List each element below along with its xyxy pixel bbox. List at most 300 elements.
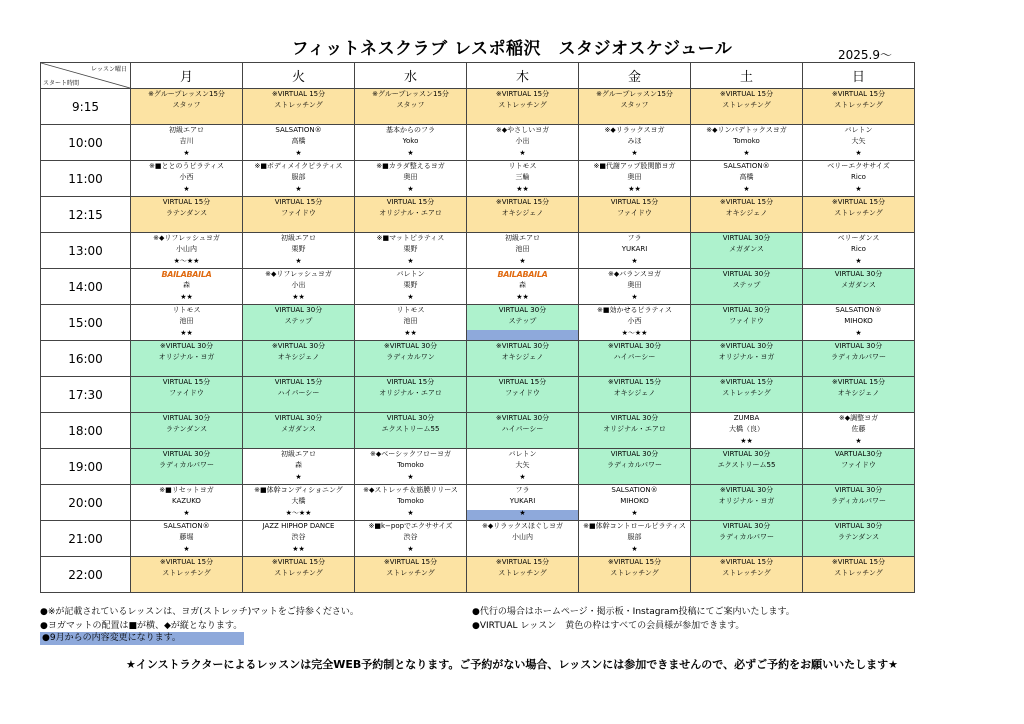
lesson-program: VIRTUAL 30分: [162, 450, 211, 458]
lesson-detail: Rico: [851, 173, 866, 181]
lesson-program: フラ: [515, 486, 530, 494]
lesson-detail: ファイドウ: [841, 461, 876, 469]
lesson-program: ※■効かせるピラティス: [597, 306, 672, 314]
lesson-cell: [355, 485, 467, 521]
lesson-detail: ストレッチング: [834, 101, 883, 109]
time-label: 19:00: [41, 449, 131, 485]
lesson-detail: ストレッチング: [722, 101, 771, 109]
lesson-cell: [467, 269, 579, 305]
lesson-program: ※VIRTUAL 30分: [495, 414, 550, 422]
time-label: 15:00: [41, 305, 131, 341]
lesson-program: ※VIRTUAL 15分: [719, 198, 774, 206]
bailabaila-logo: BAILABAILA: [161, 270, 212, 279]
lesson-detail: ファイドウ: [729, 317, 764, 325]
lesson-detail: 栗野: [403, 245, 418, 253]
lesson-cell: [131, 161, 243, 197]
lesson-program: VIRTUAL 30分: [386, 414, 435, 422]
lesson-cell: [355, 557, 467, 593]
time-label: 21:00: [41, 521, 131, 557]
lesson-detail: 高橋: [739, 173, 754, 181]
lesson-level: ★: [295, 257, 302, 265]
lesson-detail: ファイドウ: [169, 389, 204, 397]
lesson-program: フラ: [627, 234, 642, 242]
lesson-program: ※VIRTUAL 30分: [495, 342, 550, 350]
lesson-detail: ラテンダンス: [837, 533, 880, 541]
lesson-detail: 小山内: [512, 533, 533, 541]
lesson-program: ※VIRTUAL 15分: [607, 558, 662, 566]
lesson-program: ※VIRTUAL 15分: [719, 558, 774, 566]
note-mat-placement: ●ヨガマットの配置は■が横、◆が縦となります。: [40, 621, 243, 631]
lesson-cell: [579, 197, 691, 233]
lesson-cell: [579, 89, 691, 125]
lesson-cell: [467, 377, 579, 413]
lesson-detail: YUKARI: [509, 497, 536, 505]
lesson-detail: オリジナル・エアロ: [379, 389, 442, 397]
lesson-cell: [355, 305, 467, 341]
corner-cell: [41, 63, 131, 89]
lesson-program: ※VIRTUAL 30分: [271, 342, 326, 350]
lesson-cell: [467, 89, 579, 125]
lesson-cell: [467, 557, 579, 593]
lesson-program: ※VIRTUAL 15分: [607, 378, 662, 386]
lesson-program: 初級エアロ: [169, 126, 204, 134]
lesson-detail: オリジナル・ヨガ: [158, 353, 215, 361]
lesson-program: ※グループレッスン15分: [596, 90, 673, 98]
lesson-cell: [243, 449, 355, 485]
lesson-cell: [691, 305, 803, 341]
lesson-cell: [131, 449, 243, 485]
lesson-cell: [355, 233, 467, 269]
lesson-detail: Rico: [851, 245, 866, 253]
lesson-detail: ストレッチング: [610, 569, 659, 577]
lesson-level: ★: [295, 185, 302, 193]
lesson-cell: [131, 125, 243, 161]
lesson-detail: 高橋: [291, 137, 306, 145]
lesson-cell: [243, 413, 355, 449]
lesson-level: ★: [631, 509, 638, 517]
lesson-level: ★: [183, 185, 190, 193]
corner-day-label: レッスン曜日: [91, 66, 127, 73]
lesson-detail: 吉川: [179, 137, 194, 145]
lesson-cell: [803, 377, 915, 413]
lesson-program: ベリーダンス: [837, 234, 880, 242]
header-row: [41, 63, 915, 89]
lesson-program: VIRTUAL 15分: [274, 198, 323, 206]
lesson-detail: 藤堀: [179, 533, 194, 541]
lesson-program: VIRTUAL 15分: [386, 198, 435, 206]
lesson-program: ※VIRTUAL 15分: [383, 558, 438, 566]
lesson-level: ★★: [404, 329, 417, 337]
lesson-program: VIRTUAL 30分: [722, 450, 771, 458]
lesson-cell: [131, 197, 243, 233]
lesson-cell: [803, 341, 915, 377]
lesson-detail: 大橋: [291, 497, 306, 505]
lesson-cell: [579, 485, 691, 521]
lesson-level: ★: [407, 473, 414, 481]
change-notice: ●9月からの内容変更になります。: [40, 632, 244, 645]
lesson-cell: [131, 485, 243, 521]
lesson-cell: [691, 233, 803, 269]
lesson-program: ※■体幹コンディショニング: [254, 486, 343, 494]
lesson-detail: スタッフ: [172, 101, 201, 109]
lesson-level: ★: [631, 257, 638, 265]
day-header: 木: [467, 63, 579, 89]
lesson-level: ★: [519, 473, 526, 481]
lesson-detail: ストレッチング: [722, 389, 771, 397]
lesson-detail: オリジナル・エアロ: [379, 209, 442, 217]
lesson-detail: ラテンダンス: [165, 425, 208, 433]
lesson-cell: [243, 233, 355, 269]
lesson-program: SALSATION®: [723, 162, 770, 170]
lesson-cell: [243, 521, 355, 557]
lesson-program: ※■ボディメイクピラティス: [254, 162, 343, 170]
lesson-detail: オキシジェノ: [501, 353, 544, 361]
lesson-detail: 大矢: [515, 461, 530, 469]
lesson-level: ★: [183, 545, 190, 553]
lesson-cell: [579, 125, 691, 161]
lesson-program: VIRTUAL 15分: [274, 378, 323, 386]
lesson-cell: [803, 125, 915, 161]
lesson-cell: [691, 269, 803, 305]
lesson-cell: [579, 413, 691, 449]
time-label: 13:00: [41, 233, 131, 269]
lesson-cell: [691, 89, 803, 125]
lesson-program: ※■体幹コントロールピラティス: [583, 522, 686, 530]
time-row: [41, 341, 915, 377]
lesson-program: 初級エアロ: [281, 234, 316, 242]
lesson-detail: ラディカルパワー: [831, 497, 886, 505]
time-row: [41, 269, 915, 305]
lesson-program: バレトン: [844, 126, 873, 134]
lesson-program: ※VIRTUAL 15分: [831, 378, 886, 386]
lesson-cell: [803, 413, 915, 449]
lesson-program: 初級エアロ: [281, 450, 316, 458]
lesson-detail: ステップ: [284, 317, 313, 325]
lesson-program: SALSATION®: [611, 486, 658, 494]
lesson-program: ※VIRTUAL 30分: [159, 342, 214, 350]
lesson-detail: ラディカルパワー: [159, 461, 214, 469]
lesson-cell: [691, 557, 803, 593]
time-label: 18:00: [41, 413, 131, 449]
lesson-detail: ストレッチング: [834, 209, 883, 217]
lesson-cell: [579, 341, 691, 377]
lesson-cell: [355, 125, 467, 161]
lesson-detail: MIHOKO: [844, 317, 873, 325]
lesson-program: SALSATION®: [163, 522, 210, 530]
lesson-detail: KAZUKO: [172, 497, 201, 505]
lesson-cell: [243, 125, 355, 161]
lesson-detail: オキシジェノ: [725, 209, 768, 217]
lesson-cell: [131, 521, 243, 557]
lesson-program: ※VIRTUAL 30分: [383, 342, 438, 350]
time-row: [41, 377, 915, 413]
lesson-detail: ラディカルワン: [386, 353, 435, 361]
bailabaila-logo: BAILABAILA: [497, 270, 548, 279]
lesson-cell: [691, 449, 803, 485]
lesson-program: バレトン: [508, 450, 537, 458]
lesson-detail: ラディカルパワー: [607, 461, 662, 469]
lesson-cell: [243, 557, 355, 593]
lesson-program: VIRTUAL 30分: [722, 522, 771, 530]
lesson-level: ★: [407, 293, 414, 301]
effective-date: 2025.9～: [838, 48, 892, 62]
lesson-program: VIRTUAL 30分: [834, 522, 883, 530]
lesson-cell: [467, 485, 579, 521]
lesson-cell: [131, 413, 243, 449]
lesson-program: ※VIRTUAL 15分: [495, 558, 550, 566]
lesson-program: VIRTUAL 15分: [610, 198, 659, 206]
lesson-cell: [467, 197, 579, 233]
lesson-program: VIRTUAL 30分: [610, 450, 659, 458]
time-row: [41, 89, 915, 125]
lesson-program: ※◆ベーシックフローヨガ: [370, 450, 451, 458]
lesson-program: VIRTUAL 30分: [498, 306, 547, 314]
lesson-detail: 小出: [515, 137, 530, 145]
schedule-table: [40, 62, 915, 593]
lesson-detail: ストレッチング: [274, 569, 323, 577]
lesson-cell: [803, 269, 915, 305]
lesson-level: ★★: [180, 329, 193, 337]
lesson-program: ※◆リフレッシュヨガ: [265, 270, 332, 278]
lesson-level: ★: [407, 185, 414, 193]
lesson-detail: オリジナル・ヨガ: [718, 497, 775, 505]
lesson-level: ★: [631, 293, 638, 301]
note-mat: ●※が記載されているレッスンは、ヨガ(ストレッチ)マットをご持参ください。: [40, 607, 359, 617]
lesson-cell: [691, 125, 803, 161]
lesson-cell: [691, 161, 803, 197]
time-label: 14:00: [41, 269, 131, 305]
lesson-detail: Yoko: [402, 137, 419, 145]
lesson-detail: 渋谷: [403, 533, 418, 541]
lesson-detail: YUKARI: [621, 245, 648, 253]
lesson-cell: [355, 521, 467, 557]
lesson-cell: [467, 305, 579, 341]
lesson-cell: [355, 413, 467, 449]
lesson-program: ※◆バランスヨガ: [607, 270, 662, 278]
lesson-program: ※◆やさしいヨガ: [495, 126, 550, 134]
lesson-cell: [803, 557, 915, 593]
lesson-cell: [467, 125, 579, 161]
lesson-cell: [355, 341, 467, 377]
lesson-cell: [803, 161, 915, 197]
time-label: 9:15: [41, 89, 131, 125]
lesson-cell: [355, 377, 467, 413]
lesson-cell: [579, 377, 691, 413]
lesson-cell: [579, 233, 691, 269]
lesson-cell: [355, 197, 467, 233]
schedule-body: [41, 89, 915, 593]
lesson-detail: 服部: [291, 173, 306, 181]
change-marker: [467, 330, 578, 340]
lesson-level: ★★: [628, 185, 641, 193]
lesson-program: ※VIRTUAL 15分: [719, 378, 774, 386]
lesson-level: ★★: [740, 437, 753, 445]
lesson-detail: エクストリーム55: [717, 461, 776, 469]
lesson-detail: ストレッチング: [834, 569, 883, 577]
lesson-detail: ステップ: [732, 281, 761, 289]
lesson-program: VIRTUAL 30分: [834, 270, 883, 278]
lesson-detail: Tomoko: [733, 137, 760, 145]
lesson-cell: [243, 161, 355, 197]
lesson-detail: ストレッチング: [722, 569, 771, 577]
lesson-program: VIRTUAL 30分: [610, 414, 659, 422]
time-row: [41, 485, 915, 521]
lesson-cell: [803, 521, 915, 557]
lesson-program: ※◆リラックスヨガ: [604, 126, 665, 134]
lesson-program: VIRTUAL 30分: [722, 306, 771, 314]
lesson-detail: ラディカルパワー: [831, 353, 886, 361]
lesson-detail: 池田: [179, 317, 194, 325]
lesson-detail: 大矢: [851, 137, 866, 145]
lesson-level: ★: [519, 257, 526, 265]
lesson-detail: ストレッチング: [162, 569, 211, 577]
lesson-detail: ファイドウ: [281, 209, 316, 217]
lesson-program: ※グループレッスン15分: [372, 90, 449, 98]
lesson-cell: [131, 341, 243, 377]
lesson-detail: 三輪: [515, 173, 530, 181]
day-header: 火: [243, 63, 355, 89]
lesson-program: SALSATION®: [275, 126, 322, 134]
lesson-program: ※◆調整ヨガ: [838, 414, 879, 422]
lesson-detail: メガダンス: [729, 245, 764, 253]
lesson-program: バレトン: [396, 270, 425, 278]
lesson-detail: 服部: [627, 533, 642, 541]
lesson-level: ★: [631, 545, 638, 553]
lesson-level: ★★: [292, 545, 305, 553]
lesson-detail: メガダンス: [281, 425, 316, 433]
lesson-program: ※◆ストレッチ＆筋膜リリース: [363, 486, 458, 494]
lesson-detail: 奥田: [627, 281, 642, 289]
lesson-program: VIRTUAL 15分: [386, 378, 435, 386]
time-label: 11:00: [41, 161, 131, 197]
lesson-detail: 栗野: [403, 281, 418, 289]
lesson-level: ★★: [180, 293, 193, 301]
lesson-cell: [243, 197, 355, 233]
lesson-detail: Tomoko: [397, 497, 424, 505]
lesson-detail: 池田: [515, 245, 530, 253]
lesson-level: ★: [183, 509, 190, 517]
lesson-program: ※VIRTUAL 15分: [831, 90, 886, 98]
lesson-cell: [131, 305, 243, 341]
lesson-cell: [579, 557, 691, 593]
day-header: 水: [355, 63, 467, 89]
lesson-program: ※VIRTUAL 15分: [831, 558, 886, 566]
lesson-detail: Tomoko: [397, 461, 424, 469]
lesson-detail: ラテンダンス: [165, 209, 208, 217]
lesson-program: ※VIRTUAL 30分: [719, 342, 774, 350]
lesson-cell: [355, 449, 467, 485]
lesson-cell: [803, 89, 915, 125]
note-substitute: ●代行の場合はホームページ・掲示板・Instagram投稿にてご案内いたします。: [472, 607, 795, 617]
lesson-program: ※VIRTUAL 15分: [271, 558, 326, 566]
lesson-detail: MIHOKO: [620, 497, 649, 505]
lesson-cell: [131, 557, 243, 593]
lesson-cell: [243, 269, 355, 305]
lesson-program: VIRTUAL 30分: [274, 414, 323, 422]
lesson-level: ★: [855, 437, 862, 445]
lesson-detail: ストレッチング: [498, 101, 547, 109]
lesson-program: ※VIRTUAL 15分: [159, 558, 214, 566]
lesson-level: ★～★★: [285, 509, 312, 517]
reservation-footer: ★インストラクターによるレッスンは完全WEB予約制となります。ご予約がない場合、レッスンには参加できませんので、必ずご予約をお願いいたします★: [126, 658, 898, 671]
lesson-program: ※VIRTUAL 30分: [719, 486, 774, 494]
time-row: [41, 449, 915, 485]
lesson-cell: [691, 521, 803, 557]
lesson-program: ※VIRTUAL 15分: [719, 90, 774, 98]
lesson-detail: 奥田: [403, 173, 418, 181]
lesson-level: ★: [519, 149, 526, 157]
lesson-cell: [467, 413, 579, 449]
lesson-cell: [691, 341, 803, 377]
corner-time-label: スタート時間: [43, 80, 80, 87]
lesson-program: VARTUAL30分: [834, 450, 883, 458]
lesson-level: ★★: [516, 293, 529, 301]
lesson-cell: [467, 449, 579, 485]
lesson-cell: [243, 341, 355, 377]
lesson-cell: [579, 449, 691, 485]
lesson-program: ※VIRTUAL 30分: [607, 342, 662, 350]
lesson-cell: [131, 377, 243, 413]
lesson-detail: オキシジェノ: [277, 353, 320, 361]
lesson-cell: [691, 413, 803, 449]
lesson-cell: [803, 449, 915, 485]
time-label: 10:00: [41, 125, 131, 161]
lesson-detail: 渋谷: [291, 533, 306, 541]
lesson-level: ★: [407, 257, 414, 265]
lesson-detail: ストレッチング: [386, 569, 435, 577]
lesson-detail: ファイドウ: [617, 209, 652, 217]
note-virtual: ●VIRTUAL レッスン 黄色の枠はすべての会員様が参加できます。: [472, 621, 745, 631]
lesson-program: リトモス: [508, 162, 537, 170]
lesson-program: ※◆リンパデトックスヨガ: [706, 126, 787, 134]
lesson-level: ★: [855, 185, 862, 193]
lesson-detail: 池田: [403, 317, 418, 325]
lesson-level: ★: [407, 149, 414, 157]
lesson-program: ※グループレッスン15分: [148, 90, 225, 98]
lesson-cell: [131, 233, 243, 269]
lesson-program: VIRTUAL 30分: [274, 306, 323, 314]
lesson-detail: ハイパーシー: [613, 353, 656, 361]
lesson-level: ★: [407, 545, 414, 553]
lesson-cell: [803, 485, 915, 521]
time-label: 16:00: [41, 341, 131, 377]
lesson-program: ※■k−popでエクササイズ: [368, 522, 453, 530]
lesson-detail: 小西: [627, 317, 642, 325]
lesson-cell: [467, 161, 579, 197]
lesson-level: ★: [519, 509, 526, 517]
lesson-cell: [579, 161, 691, 197]
lesson-cell: [579, 305, 691, 341]
lesson-cell: [355, 89, 467, 125]
time-row: [41, 521, 915, 557]
lesson-cell: [467, 521, 579, 557]
lesson-level: ★: [631, 149, 638, 157]
time-row: [41, 413, 915, 449]
lesson-program: ベリーエクササイズ: [827, 162, 890, 170]
lesson-program: ZUMBA: [733, 414, 760, 422]
lesson-level: ★★: [292, 293, 305, 301]
lesson-detail: スタッフ: [620, 101, 649, 109]
lesson-level: ★: [295, 473, 302, 481]
lesson-program: VIRTUAL 30分: [722, 270, 771, 278]
lesson-program: ※◆リラックスほぐしヨガ: [481, 522, 564, 530]
lesson-level: ★: [743, 149, 750, 157]
lesson-cell: [243, 89, 355, 125]
day-header: 月: [131, 63, 243, 89]
lesson-detail: ハイパーシー: [501, 425, 544, 433]
lesson-detail: オリジナル・ヨガ: [718, 353, 775, 361]
lesson-program: ※■リセットヨガ: [159, 486, 214, 494]
